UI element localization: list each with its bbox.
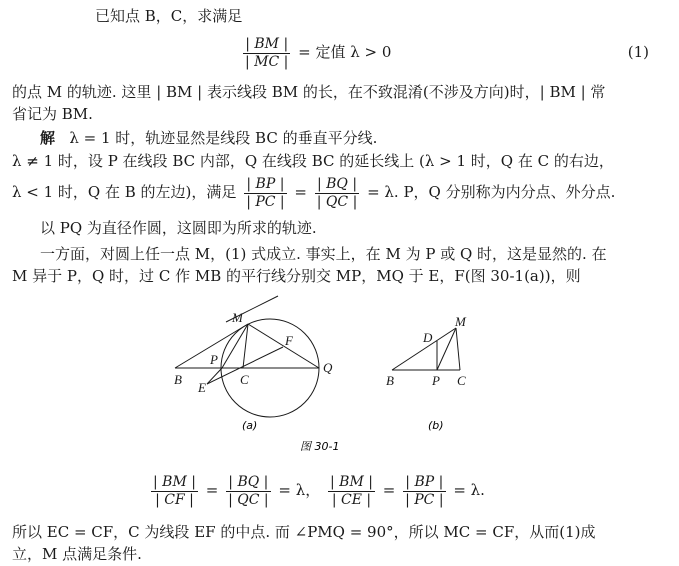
figure-30-1 — [0, 292, 679, 462]
conclusion-line-1: 所以 EC = CF，C 为线段 EF 的中点. 而 ∠PMQ = 90°，所以 MC = CF，从而(1)成 — [12, 523, 596, 541]
frac-bp-pc-2-den: | PC | — [405, 491, 444, 508]
label-a-m: M — [232, 310, 243, 325]
frac-bq-qc-2-num: | BQ | — [226, 474, 271, 492]
label-a-e: E — [198, 380, 206, 395]
solution-line-6: M 异于 P，Q 时，过 C 作 MB 的平行线分别交 MP，MQ 于 E，F(图 30-1(a))，则 — [12, 267, 581, 285]
figure-a — [175, 296, 319, 417]
eq2-equals-2: = — [377, 481, 401, 499]
solution-line-4: 以 PQ 为直径作圆，这圆即为所求的轨迹. — [40, 219, 317, 237]
eq1-fraction — [243, 36, 290, 71]
eq2-end: = λ. — [448, 481, 485, 499]
frac-bm-cf — [151, 474, 198, 509]
solution-line-3 — [12, 172, 615, 212]
line-mq — [248, 324, 319, 368]
frac-bm-cf-den: | CF | — [155, 491, 194, 508]
figure-b-label: (b) — [428, 419, 444, 432]
frac-bp-pc — [244, 176, 286, 211]
solution-line-5: 一方面，对圆上任一点 M，(1) 式成立. 事实上，在 M 为 P 或 Q 时，这是显然的. 在 — [40, 245, 607, 263]
figure-a-labels — [174, 310, 333, 395]
frac-bq-qc-den: | QC | — [316, 193, 358, 210]
equation-2 — [148, 468, 485, 512]
frac-bp-pc-2-num: | BP | — [403, 474, 445, 492]
frac-bm-ce-num: | BM | — [330, 473, 373, 490]
label-b-c: C — [457, 373, 466, 388]
label-a-q: Q — [323, 360, 333, 375]
eq1-rhs: = 定值 λ > 0 — [293, 43, 392, 61]
eq1-denominator: | MC | — [245, 53, 289, 70]
label-a-b: B — [174, 372, 182, 387]
label-b-p: P — [432, 373, 440, 388]
label-b-b: B — [386, 373, 394, 388]
locus-line-2: 省记为 BM. — [12, 105, 93, 123]
solution-line-1 — [40, 128, 377, 148]
line-pe — [207, 368, 222, 384]
label-a-p: P — [210, 352, 218, 367]
figure-caption: 图 30-1 — [300, 440, 340, 453]
figure-b-labels — [386, 314, 467, 388]
frac-bq-qc-num: | BQ | — [315, 176, 360, 194]
frac-bq-qc — [315, 176, 360, 211]
equation-1 — [240, 32, 391, 72]
eq2-mid: = λ， — [273, 481, 325, 499]
frac-bq-qc-2 — [226, 474, 271, 509]
frac-bp-pc-num: | BP | — [244, 176, 286, 194]
eq2-equals-1: = — [200, 481, 224, 499]
label-a-f: F — [285, 333, 293, 348]
frac-bq-qc-2-den: | QC | — [228, 491, 269, 508]
frac-bm-cf-num: | BM | — [153, 473, 196, 490]
figure-a-label: (a) — [242, 419, 258, 432]
label-b-d: D — [423, 330, 433, 345]
solution-line-2: λ ≠ 1 时，设 P 在线段 BC 内部，Q 在线段 BC 的延长线上 (λ > 1 时，Q 在 C 的右边， — [12, 152, 614, 170]
frac-bp-pc-2 — [403, 474, 445, 509]
locus-line-1: 的点 M 的轨迹. 这里 | BM | 表示线段 BM 的长，在不致混淆(不涉及方向)时，| BM | 常 — [12, 83, 606, 101]
equals-sign: = — [289, 183, 312, 201]
equation-number: (1) — [627, 43, 649, 61]
frac-bm-ce — [328, 474, 375, 509]
frac-bm-ce-den: | CE | — [331, 491, 372, 508]
solution-line-3a: λ < 1 时，Q 在 B 的左边)，满足 — [12, 183, 237, 201]
line-b-mc — [456, 328, 460, 370]
label-a-c: C — [240, 372, 249, 387]
label-b-m: M — [455, 314, 466, 329]
solution-case-1: λ = 1 时，轨迹显然是线段 BC 的垂直平分线. — [69, 129, 378, 147]
intro-text: 已知点 B，C，求满足 — [95, 7, 243, 25]
solution-label: 解 — [40, 129, 56, 147]
solution-line-3b: = λ. P，Q 分别称为内分点、外分点. — [362, 183, 616, 201]
frac-bp-pc-den: | PC | — [246, 193, 285, 210]
eq1-numerator: | BM | — [243, 36, 290, 54]
conclusion-line-2: 立，M 点满足条件. — [12, 545, 142, 563]
